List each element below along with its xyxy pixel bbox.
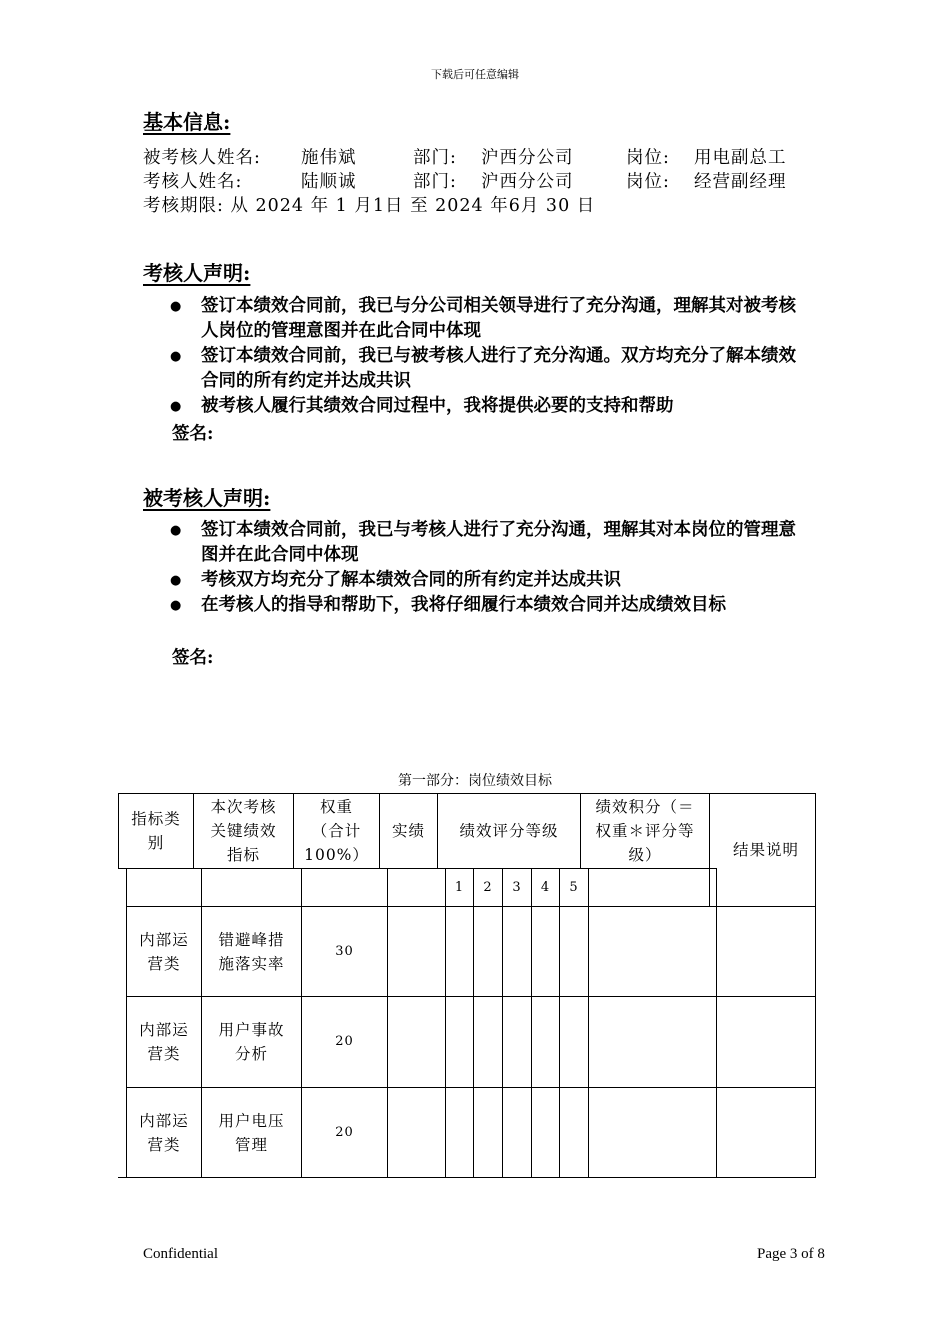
header-score: 绩效积分（＝权重＊评分等级） xyxy=(595,798,695,864)
row-2-category: 内部运营类 xyxy=(139,1021,189,1063)
header-category: 指标类别 xyxy=(131,810,181,852)
grade-5: 5 xyxy=(569,879,579,895)
assessee-sign-label: 签名: xyxy=(172,648,214,668)
list-item: ● 在考核人的指导和帮助下，我将仔细履行本绩效合同并达成绩效目标 xyxy=(170,593,810,618)
assessee-post-label: 岗位: xyxy=(626,148,670,168)
list-item: ● 签订本绩效合同前，我已与被考核人进行了充分沟通。双方均充分了解本绩效合同的所有约定并达成共识 xyxy=(170,344,810,394)
row-2-weight: 20 xyxy=(335,1034,354,1049)
assessee-dept-label: 部门: xyxy=(413,148,457,168)
assessee-dept: 沪西分公司 xyxy=(481,148,574,168)
footer-page-number: Page 3 of 8 xyxy=(757,1246,825,1262)
assessor-name-label: 考核人姓名: xyxy=(143,172,243,192)
list-item: ● 被考核人履行其绩效合同过程中，我将提供必要的支持和帮助 xyxy=(170,394,810,419)
row-3-category: 内部运营类 xyxy=(139,1111,189,1154)
list-item: ● 签订本绩效合同前，我已与分公司相关领导进行了充分沟通，理解其对被考核人岗位的管理意图并在此合同中体现 xyxy=(170,294,810,344)
row-2-kpi: 用户事故分析 xyxy=(218,1021,285,1063)
grade-3: 3 xyxy=(512,879,522,895)
assessor-dept: 沪西分公司 xyxy=(481,172,574,192)
row-1-weight: 30 xyxy=(335,943,354,959)
assessor-statement-list xyxy=(170,294,810,419)
list-item: ● 考核双方均充分了解本绩效合同的所有约定并达成共识 xyxy=(170,568,810,593)
header-actual: 实绩 xyxy=(391,822,425,840)
assessor-post: 经营副经理 xyxy=(694,172,787,192)
list-item: ● 签订本绩效合同前，我已与考核人进行了充分沟通，理解其对本岗位的管理意图并在此合同中体现 xyxy=(170,518,810,568)
table-title: 第一部分：岗位绩效目标 xyxy=(398,773,552,789)
row-3-kpi: 用户电压管理 xyxy=(218,1111,285,1154)
top-note: 下载后可任意编辑 xyxy=(431,68,519,81)
assessment-period: 考核期限: 从 2024 年 1 月1日 至 2024 年6月 30 日 xyxy=(143,196,596,216)
assessee-name: 施伟斌 xyxy=(301,148,357,168)
header-grade: 绩效评分等级 xyxy=(459,822,559,840)
assessor-post-label: 岗位: xyxy=(626,172,670,192)
row-1-category: 内部运营类 xyxy=(139,930,189,973)
basic-info-heading: 基本信息: xyxy=(143,110,231,134)
assessor-sign-label: 签名: xyxy=(172,424,214,444)
assessee-name-label: 被考核人姓名: xyxy=(143,148,261,168)
assessor-name: 陆顺诚 xyxy=(301,172,357,192)
row-3-weight: 20 xyxy=(335,1124,354,1140)
assessee-statement-list xyxy=(170,518,810,618)
row-1-kpi: 错避峰措施落实率 xyxy=(218,930,285,973)
grade-4: 4 xyxy=(540,879,551,895)
assessor-statement-heading: 考核人声明: xyxy=(143,261,251,285)
header-weight: 权重（合计100%） xyxy=(304,798,369,864)
assessee-post: 用电副总工 xyxy=(694,148,787,168)
grade-2: 2 xyxy=(483,879,493,895)
assessor-dept-label: 部门: xyxy=(413,172,457,192)
assessee-statement-heading: 被考核人声明: xyxy=(143,486,271,510)
footer-confidential: Confidential xyxy=(143,1246,218,1262)
header-result: 结果说明 xyxy=(732,841,799,859)
header-kpi: 本次考核关键绩效指标 xyxy=(210,798,277,864)
grade-1: 1 xyxy=(454,879,465,895)
